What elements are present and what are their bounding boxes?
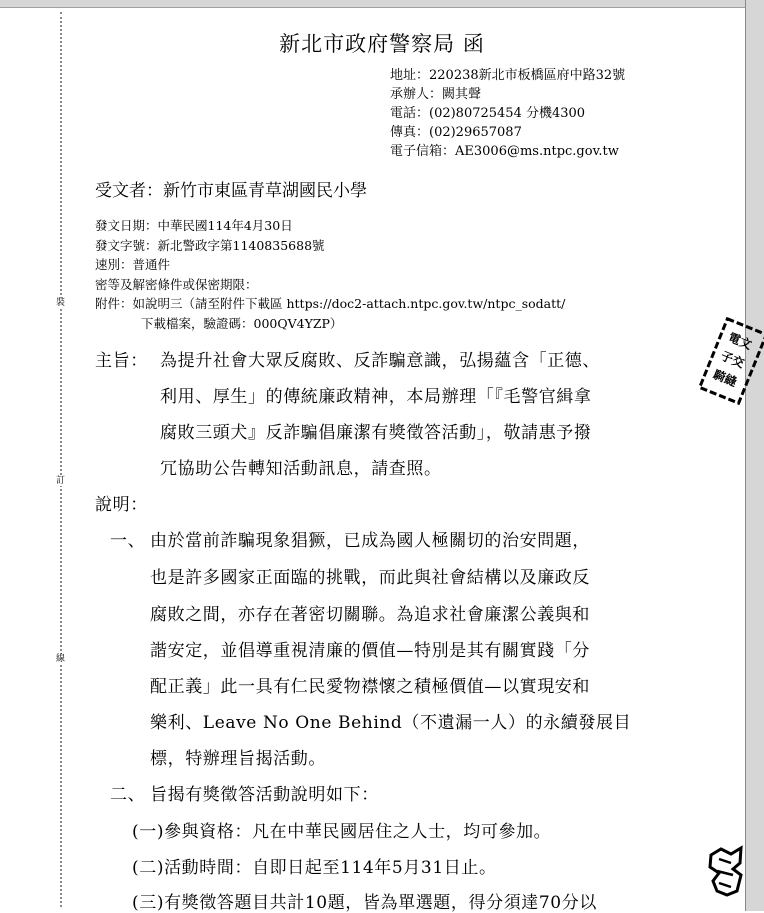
item-1-line: 樂利、Leave No One Behind（不遺漏一人）的永續發展目 [150,713,632,733]
item-1-line: 標，特辦理旨揭活動。 [150,749,326,769]
item-1-line: 諧安定，並倡導重視清廉的價值—特別是其有關實踐「分 [150,641,590,661]
subject-line: 腐敗三頭犬』反詐騙倡廉潔有獎徵答活動」，敬請惠予撥 [160,423,592,443]
document-title: 新北市政府警察局 函 [279,32,485,56]
contact-fax: 傳真：(02)29657087 [390,125,522,140]
recipient: 受文者：新竹市東區青草湖國民小學 [95,181,367,201]
item-1-line: 由於當前詐騙現象猖獗，已成為國人極關切的治安問題， [150,531,590,551]
secrecy-level: 密等及解密條件或保密期限： [95,276,258,292]
svg-text:騎縫: 騎縫 [711,367,739,390]
item-1-line: 配正義」此一具有仁民愛物襟懷之積極價值—以實現安和 [150,677,590,697]
contact-handler: 承辦人：闕其聲 [390,87,482,102]
contact-phone: 電話：(02)80725454 分機4300 [390,106,586,121]
binding-mark-zhuang: 裝 [56,298,66,308]
contact-address: 地址：220238新北市板橋區府中路32號 [390,68,626,83]
contact-block [390,66,625,161]
speed-class: 速別：普通件 [95,257,171,272]
item-2-sub: (一)參與資格：凡在中華民國居住之人士，均可參加。 [132,822,552,842]
attachment-line-1: 附件：如說明三（請至附件下載區 https://doc2-attach.ntpc.gov.tw/ntpc_sodatt/ [95,296,566,311]
issue-date: 發文日期：中華民國114年4月30日 [95,218,293,233]
binding-mark-xian: 線 [56,654,66,664]
svg-text:電文: 電文 [726,330,754,353]
item-2-sub: (三)有獎徵答題目共計10題，皆為單選題，得分須達70分以 [132,893,597,913]
viewer-top-border [0,0,764,8]
subject-line: 利用、厚生」的傳統廉政精神，本局辦理「『毛警官緝拿 [160,387,592,407]
attachment-line-2: 下載檔案，驗證碼：000QV4YZP） [141,315,343,331]
item-2-sub: (二)活動時間：自即日起至114年5月31日止。 [132,858,497,878]
item-2-text: 旨揭有獎徵答活動說明如下： [150,785,379,805]
item-1-line: 也是許多國家正面臨的挑戰，而此與社會結構以及廉政反 [150,568,590,588]
subject-label: 主旨： [95,351,148,371]
viewer-scrollbar[interactable] [745,0,764,911]
binding-mark-ding: 訂 [56,476,66,486]
item-1-line: 腐敗之間，亦存在著密切關聯。為追求社會廉潔公義與和 [150,605,590,625]
item-1-marker: 一、 [110,531,146,551]
explanation-label: 說明： [95,495,148,515]
item-2-marker: 二、 [110,785,146,805]
subject-line: 為提升社會大眾反腐敗、反詐騙意識，弘揚蘊含「正德、 [160,351,600,371]
subject-line: 冗協助公告轉知活動訊息，請查照。 [160,459,442,479]
binding-line [60,12,62,907]
document-number: 發文字號：新北警政字第1140835688號 [95,237,325,253]
contact-email: 電子信箱：AE3006@ms.ntpc.gov.tw [390,144,619,159]
svg-text:子交: 子交 [718,348,747,371]
seal-fragment-icon [707,845,745,897]
document-meta [95,216,565,333]
